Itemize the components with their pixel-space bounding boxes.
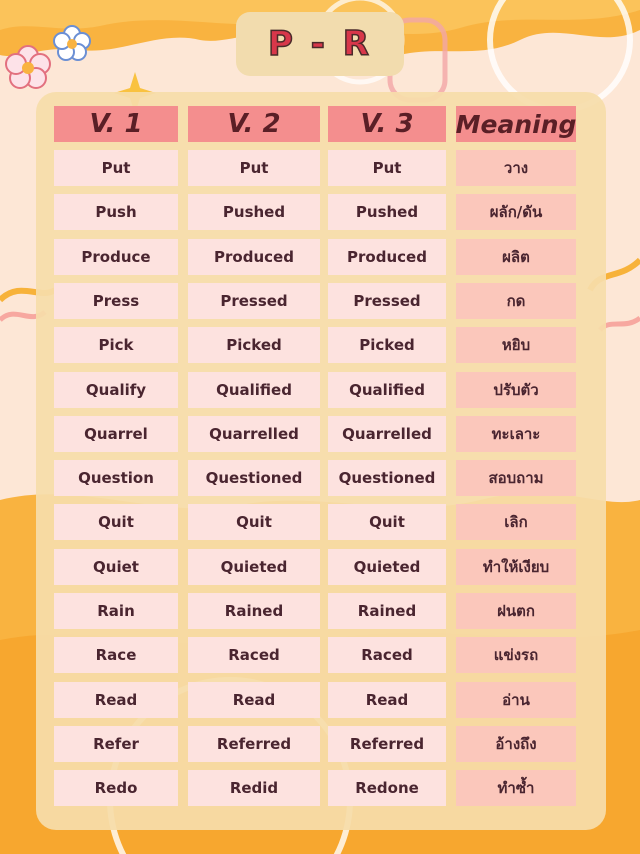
cell-meaning: ทำให้เงียบ <box>456 549 576 585</box>
cell-meaning: สอบถาม <box>456 460 576 496</box>
header-v2: V. 2 <box>188 106 320 142</box>
cell-v1: Redo <box>54 770 178 806</box>
cell-v1: Race <box>54 637 178 673</box>
header-v3: V. 3 <box>328 106 446 142</box>
header-v1: V. 1 <box>54 106 178 142</box>
cell-v2: Quit <box>188 504 320 540</box>
cell-v1: Quit <box>54 504 178 540</box>
cell-v2: Pushed <box>188 194 320 230</box>
cell-v2: Quarrelled <box>188 416 320 452</box>
cell-v1: Refer <box>54 726 178 762</box>
cell-v1: Rain <box>54 593 178 629</box>
cell-meaning: ทำซ้ำ <box>456 770 576 806</box>
cell-meaning: วาง <box>456 150 576 186</box>
cell-v3: Quieted <box>328 549 446 585</box>
cell-v1: Qualify <box>54 372 178 408</box>
cell-v3: Read <box>328 682 446 718</box>
cell-v1: Quarrel <box>54 416 178 452</box>
cell-v3: Quit <box>328 504 446 540</box>
cell-v1: Put <box>54 150 178 186</box>
cell-meaning: ทะเลาะ <box>456 416 576 452</box>
cell-meaning: หยิบ <box>456 327 576 363</box>
page-title: P - R <box>236 12 404 76</box>
cell-v2: Rained <box>188 593 320 629</box>
flower-icon <box>54 26 90 60</box>
cell-v3: Questioned <box>328 460 446 496</box>
cell-v3: Picked <box>328 327 446 363</box>
cell-v3: Qualified <box>328 372 446 408</box>
cell-meaning: เลิก <box>456 504 576 540</box>
cell-meaning: ฝนตก <box>456 593 576 629</box>
cell-v1: Press <box>54 283 178 319</box>
cell-v1: Read <box>54 682 178 718</box>
cell-meaning: ปรับตัว <box>456 372 576 408</box>
cell-v2: Questioned <box>188 460 320 496</box>
cell-v2: Quieted <box>188 549 320 585</box>
cell-v2: Referred <box>188 726 320 762</box>
cell-v2: Put <box>188 150 320 186</box>
cell-v1: Produce <box>54 239 178 275</box>
cell-v1: Question <box>54 460 178 496</box>
cell-v2: Qualified <box>188 372 320 408</box>
cell-v3: Redone <box>328 770 446 806</box>
cell-meaning: ผลิต <box>456 239 576 275</box>
cell-v2: Read <box>188 682 320 718</box>
cell-v3: Produced <box>328 239 446 275</box>
cell-meaning: กด <box>456 283 576 319</box>
cell-meaning: แข่งรถ <box>456 637 576 673</box>
cell-v1: Pick <box>54 327 178 363</box>
cell-v2: Raced <box>188 637 320 673</box>
cell-meaning: อ้างถึง <box>456 726 576 762</box>
cell-v3: Pressed <box>328 283 446 319</box>
header-meaning: Meaning <box>456 106 576 142</box>
cell-v3: Quarrelled <box>328 416 446 452</box>
cell-meaning: ผลัก/ดัน <box>456 194 576 230</box>
cell-meaning: อ่าน <box>456 682 576 718</box>
cell-v2: Pressed <box>188 283 320 319</box>
cell-v3: Put <box>328 150 446 186</box>
cell-v3: Rained <box>328 593 446 629</box>
cell-v3: Referred <box>328 726 446 762</box>
cell-v1: Quiet <box>54 549 178 585</box>
cell-v2: Produced <box>188 239 320 275</box>
flower-icon <box>6 46 50 88</box>
cell-v1: Push <box>54 194 178 230</box>
cell-v2: Picked <box>188 327 320 363</box>
cell-v3: Raced <box>328 637 446 673</box>
cell-v2: Redid <box>188 770 320 806</box>
cell-v3: Pushed <box>328 194 446 230</box>
